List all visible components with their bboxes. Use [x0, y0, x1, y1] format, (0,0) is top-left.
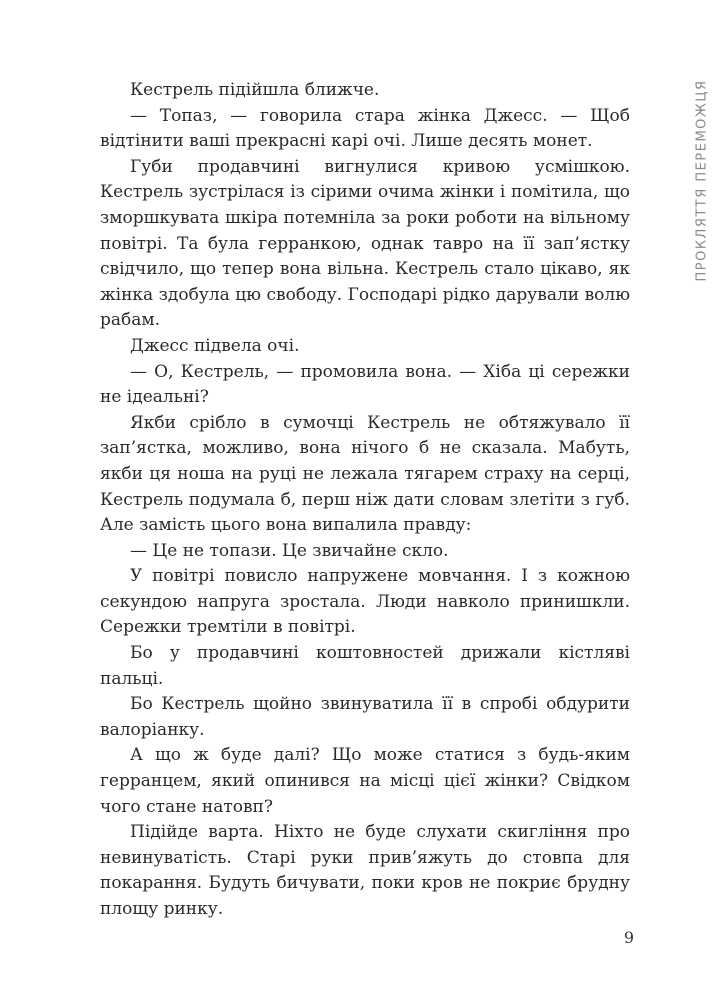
- paragraph: Підійде варта. Ніхто не буде слухати скигління про невинуватість. Старі руки прив’яжуть до стовпа для покарання. Будуть бичувати, поки кров не покриє брудну площу ринку.: [100, 822, 630, 919]
- running-title-text: ПРОКЛЯТТЯ ПЕРЕМОЖЦЯ: [694, 78, 710, 282]
- paragraph: Кестрель підійшла ближче.: [130, 80, 380, 100]
- paragraph: Губи продавчині вигнулися кривою усмішкою. Кестрель зустрілася із сірими очима жінки і помітила, що зморшкувата шкіра потемніла за роки роботи на вільному повітрі. Та була герранкою, однак тавро на її зап’ястку свідчило, що тепер вона вільна. Кестрель стало цікаво, як жінка здобула цю свободу. Господарі рідко дарували волю рабам.: [100, 156, 630, 331]
- paragraph: Бо у продавчині коштовностей дрижали кістляві пальці.: [100, 643, 630, 689]
- paragraph: Якби срібло в сумочці Кестрель не обтяжувало її зап’ястка, можливо, вона нічого б не сказала. Мабуть, якби ця ноша на руці не лежала тягарем страху на серці, Кестрель подумала б, перш ніж дати словам злетіти з губ. Але замість цього вона випалила правду:: [100, 412, 630, 536]
- paragraph: У повітрі повисло напружене мовчання. І з кожною секундою напруга зростала. Люди навколо принишкли. Сережки тремтіли в повітрі.: [100, 566, 630, 638]
- paragraph: — Топаз, — говорила стара жінка Джесс. — Щоб відтінити ваші прекрасні карі очі. Лише десять монет.: [100, 105, 630, 152]
- paragraph: Джесс підвела очі.: [130, 335, 300, 356]
- paragraph: А що ж буде далі? Що може статися з будь-яким герранцем, який опинився на місці цієї жінки? Свідком чого стане натовп?: [100, 745, 630, 817]
- paragraph: Бо Кестрель щойно звинуватила її в спробі обдурити валоріанку.: [100, 694, 630, 740]
- paragraph: — О, Кестрель, — промовила вона. — Хіба ці сережки не ідеальні?: [100, 361, 630, 408]
- paragraph: — Це не топази. Це звичайне скло.: [130, 540, 449, 561]
- body-text: [100, 78, 630, 923]
- running-title: [692, 70, 712, 290]
- page-number: 9: [623, 928, 634, 947]
